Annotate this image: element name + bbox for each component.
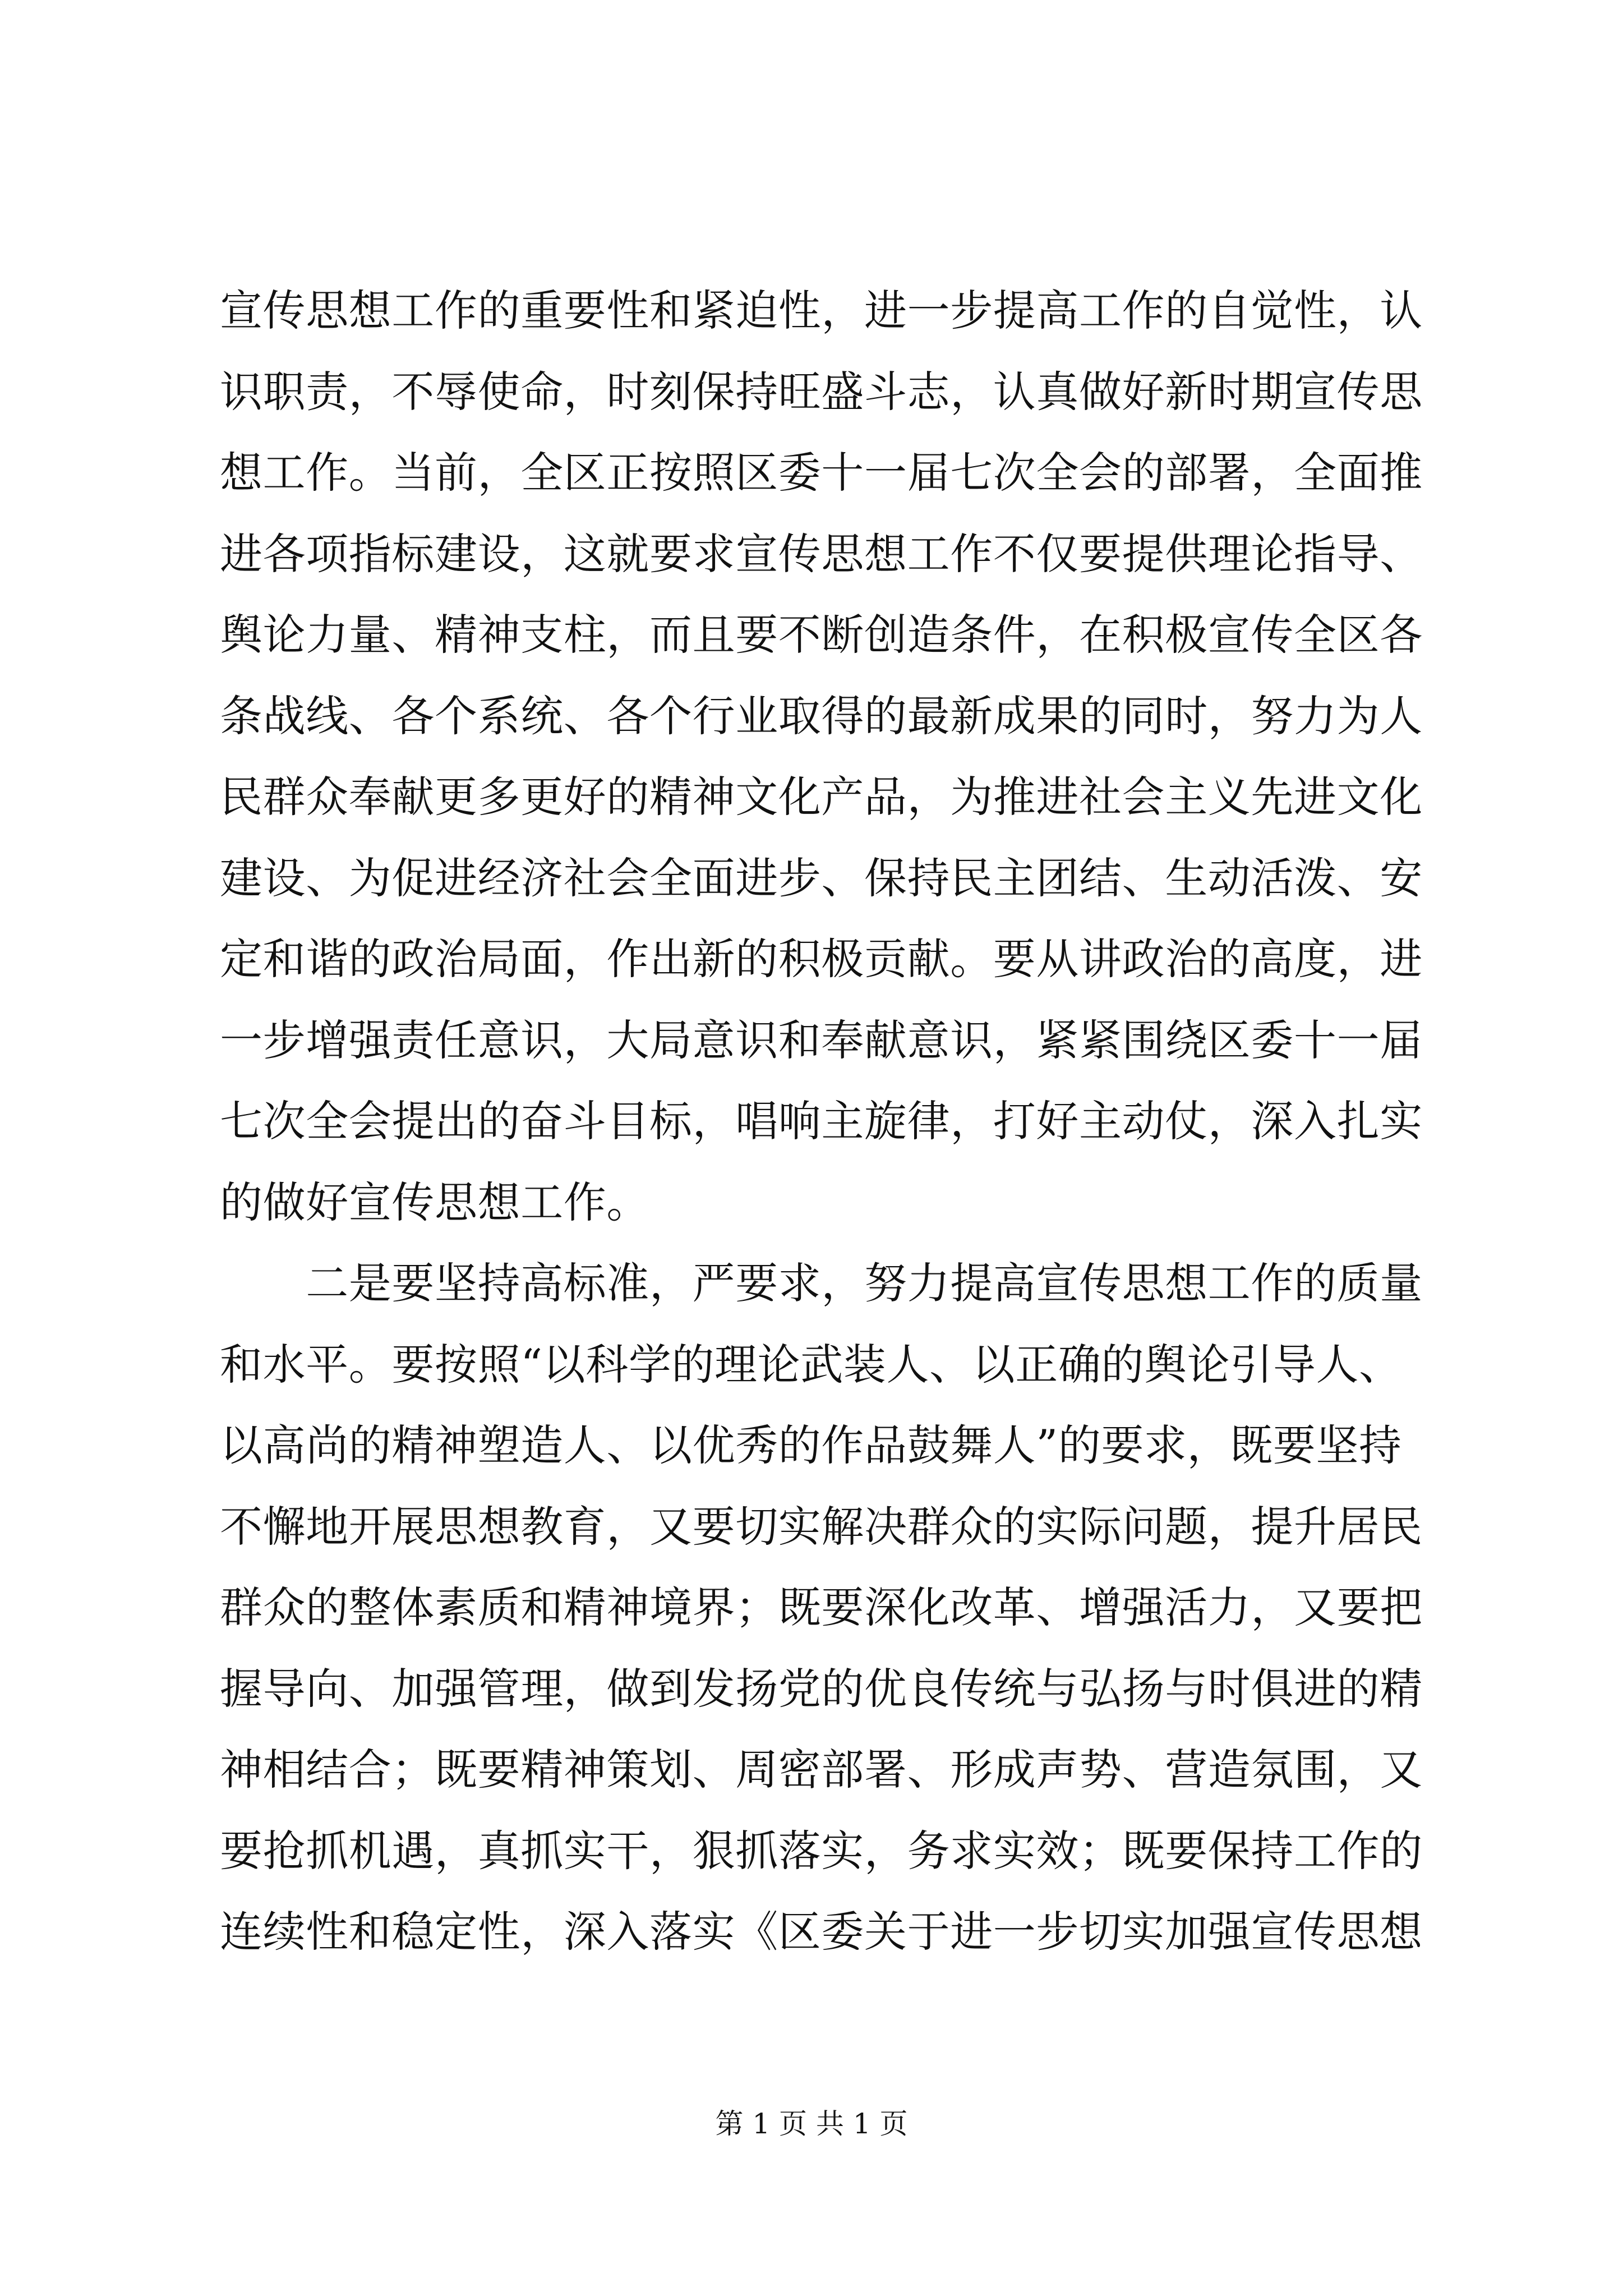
text-line-15: 以高尚的精神塑造人、以优秀的作品鼓舞人”的要求，既要坚持 [220, 1420, 1402, 1470]
page-footer: 第 1 页 共 1 页 [715, 2108, 908, 2140]
text-line-12: 的做好宣传思想工作。 [220, 1177, 649, 1227]
text-line-3: 想工作。当前，全区正按照区委十一届七次全会的部署，全面推 [220, 448, 1423, 498]
text-line-7: 民群众奉献更多更好的精神文化产品，为推进社会主义先进文化 [220, 772, 1423, 822]
text-line-1: 宣传思想工作的重要性和紧迫性，进一步提高工作的自觉性，认 [220, 286, 1423, 335]
text-line-18: 握导向、加强管理，做到发扬党的优良传统与弘扬与时俱进的精 [220, 1663, 1423, 1714]
text-line-14: 和水平。要按照“以科学的理论武装人、以正确的舆论引导人、 [220, 1339, 1402, 1389]
text-line-6: 条战线、各个系统、各个行业取得的最新成果的同时，努力为人 [220, 691, 1423, 741]
text-line-13: 二是要坚持高标准，严要求，努力提高宣传思想工作的质量 [220, 1258, 1423, 1308]
text-line-9: 定和谐的政治局面，作出新的积极贡献。要从讲政治的高度，进 [220, 934, 1423, 984]
text-line-16: 不懈地开展思想教育，又要切实解决群众的实际问题，提升居民 [220, 1501, 1423, 1552]
text-line-5: 舆论力量、精神支柱，而且要不断创造条件，在积极宣传全区各 [220, 610, 1423, 660]
text-line-2: 识职责，不辱使命，时刻保持旺盛斗志，认真做好新时期宣传思 [220, 366, 1423, 417]
body-text [220, 270, 1423, 1973]
text-line-21: 连续性和稳定性，深入落实《区委关于进一步切实加强宣传思想 [220, 1907, 1423, 1957]
text-line-10: 一步增强责任意识，大局意识和奉献意识，紧紧围绕区委十一届 [220, 1015, 1423, 1065]
text-line-17: 群众的整体素质和精神境界；既要深化改革、增强活力，又要把 [220, 1582, 1423, 1632]
text-line-20: 要抢抓机遇，真抓实干，狠抓落实，务求实效；既要保持工作的 [220, 1825, 1423, 1876]
text-line-8: 建设、为促进经济社会全面进步、保持民主团结、生动活泼、安 [220, 853, 1423, 903]
text-line-11: 七次全会提出的奋斗目标，唱响主旋律，打好主动仗，深入扎实 [220, 1096, 1423, 1146]
text-line-19: 神相结合；既要精神策划、周密部署、形成声势、营造氛围，又 [220, 1745, 1423, 1795]
text-line-4: 进各项指标建设，这就要求宣传思想工作不仅要提供理论指导、 [220, 528, 1423, 579]
